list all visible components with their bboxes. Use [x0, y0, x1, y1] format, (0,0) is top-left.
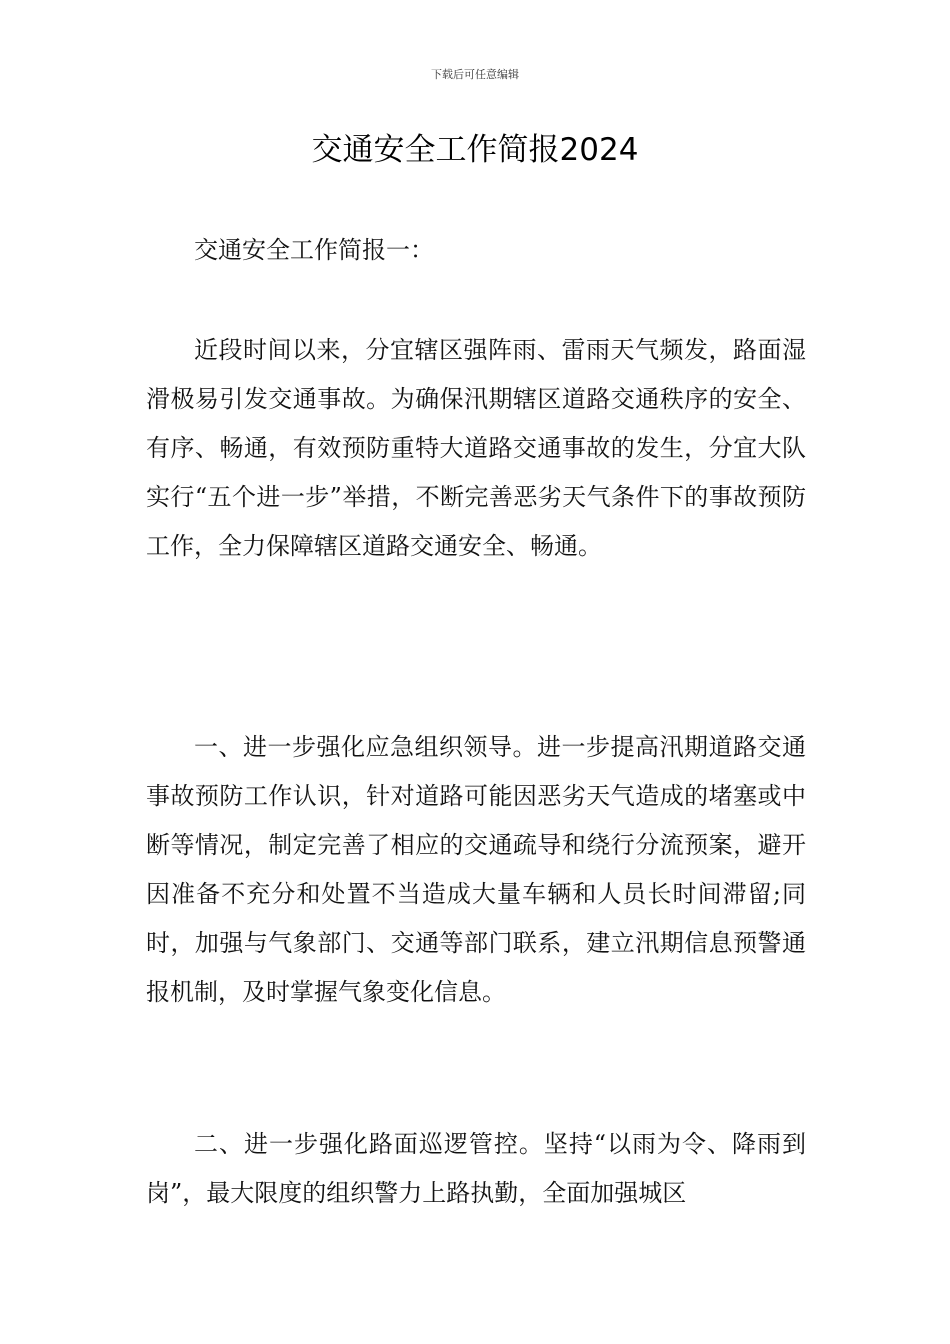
- paragraph-point-one: 一、进一步强化应急组织领导。进一步提高汛期道路交通事故预防工作认识，针对道路可能因恶劣天气造成的堵塞或中断等情况，制定完善了相应的交通疏导和绕行分流预案，避开因准备不充分和处置不当造成大量车辆和人员长时间滞留;同时，加强与气象部门、交通等部门联系，建立汛期信息预警通报机制，及时掌握气象变化信息。: [146, 733, 806, 1006]
- header-note: 下载后可任意编辑: [431, 68, 519, 81]
- section-subtitle: 交通安全工作简报一：: [194, 236, 434, 264]
- paragraph-point-two: 二、进一步强化路面巡逻管控。坚持“以雨为令、降雨到岗”，最大限度的组织警力上路执勤，全面加强城区: [146, 1130, 806, 1207]
- document-title: 交通安全工作简报2024: [311, 132, 639, 168]
- paragraph-intro: 近段时间以来，分宜辖区强阵雨、雷雨天气频发，路面湿滑极易引发交通事故。为确保汛期辖区道路交通秩序的安全、有序、畅通，有效预防重特大道路交通事故的发生，分宜大队实行“五个进一步”举措，不断完善恶劣天气条件下的事故预防工作，全力保障辖区道路交通安全、畅通。: [146, 336, 806, 560]
